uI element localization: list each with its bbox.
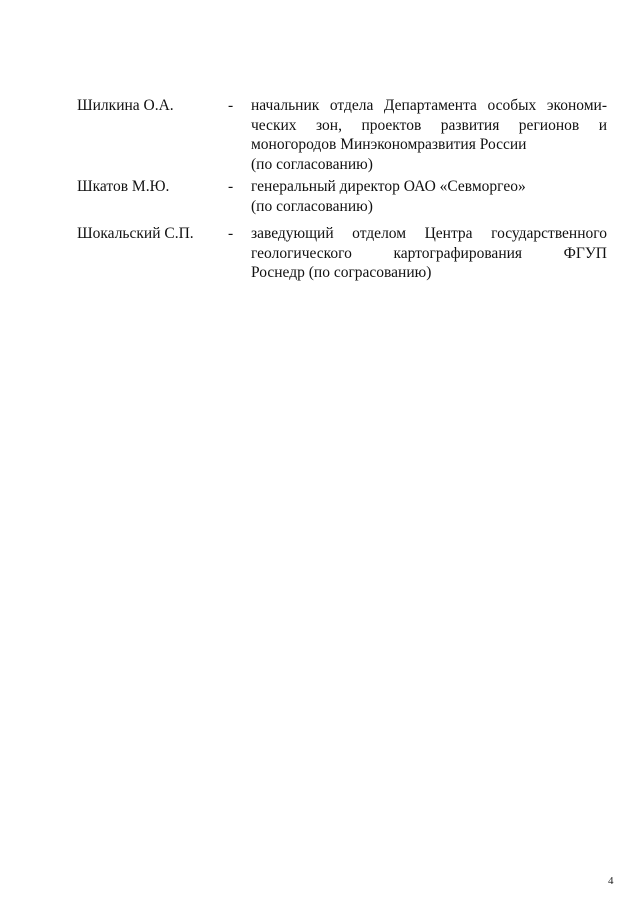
description-line: геологического картографирования ФГУП <box>251 244 607 262</box>
separator-dash: - <box>228 178 234 195</box>
description-line: ческих зон, проектов развития регионов и <box>251 116 607 134</box>
description-line: (по согласованию) <box>251 155 373 173</box>
member-description <box>251 96 607 174</box>
member-description <box>251 224 607 283</box>
description-line: (по согласованию) <box>251 197 373 215</box>
member-description <box>251 177 607 216</box>
description-line: начальник отдела Департамента особых экономи- <box>251 97 607 114</box>
member-name: Шокальский С.П. <box>77 225 194 242</box>
member-name: Шкатов М.Ю. <box>77 178 170 195</box>
description-line: генеральный директор ОАО «Севморгео» <box>251 178 526 195</box>
member-name: Шилкина О.А. <box>77 97 174 114</box>
description-line: Роснедр (по сограсованию) <box>251 264 432 281</box>
page-number: 4 <box>608 875 614 887</box>
description-line: заведующий отделом Центра государственного <box>251 225 607 242</box>
separator-dash: - <box>228 97 234 114</box>
separator-dash: - <box>228 225 234 242</box>
description-line: моногородов Минэкономразвития России <box>251 136 527 153</box>
